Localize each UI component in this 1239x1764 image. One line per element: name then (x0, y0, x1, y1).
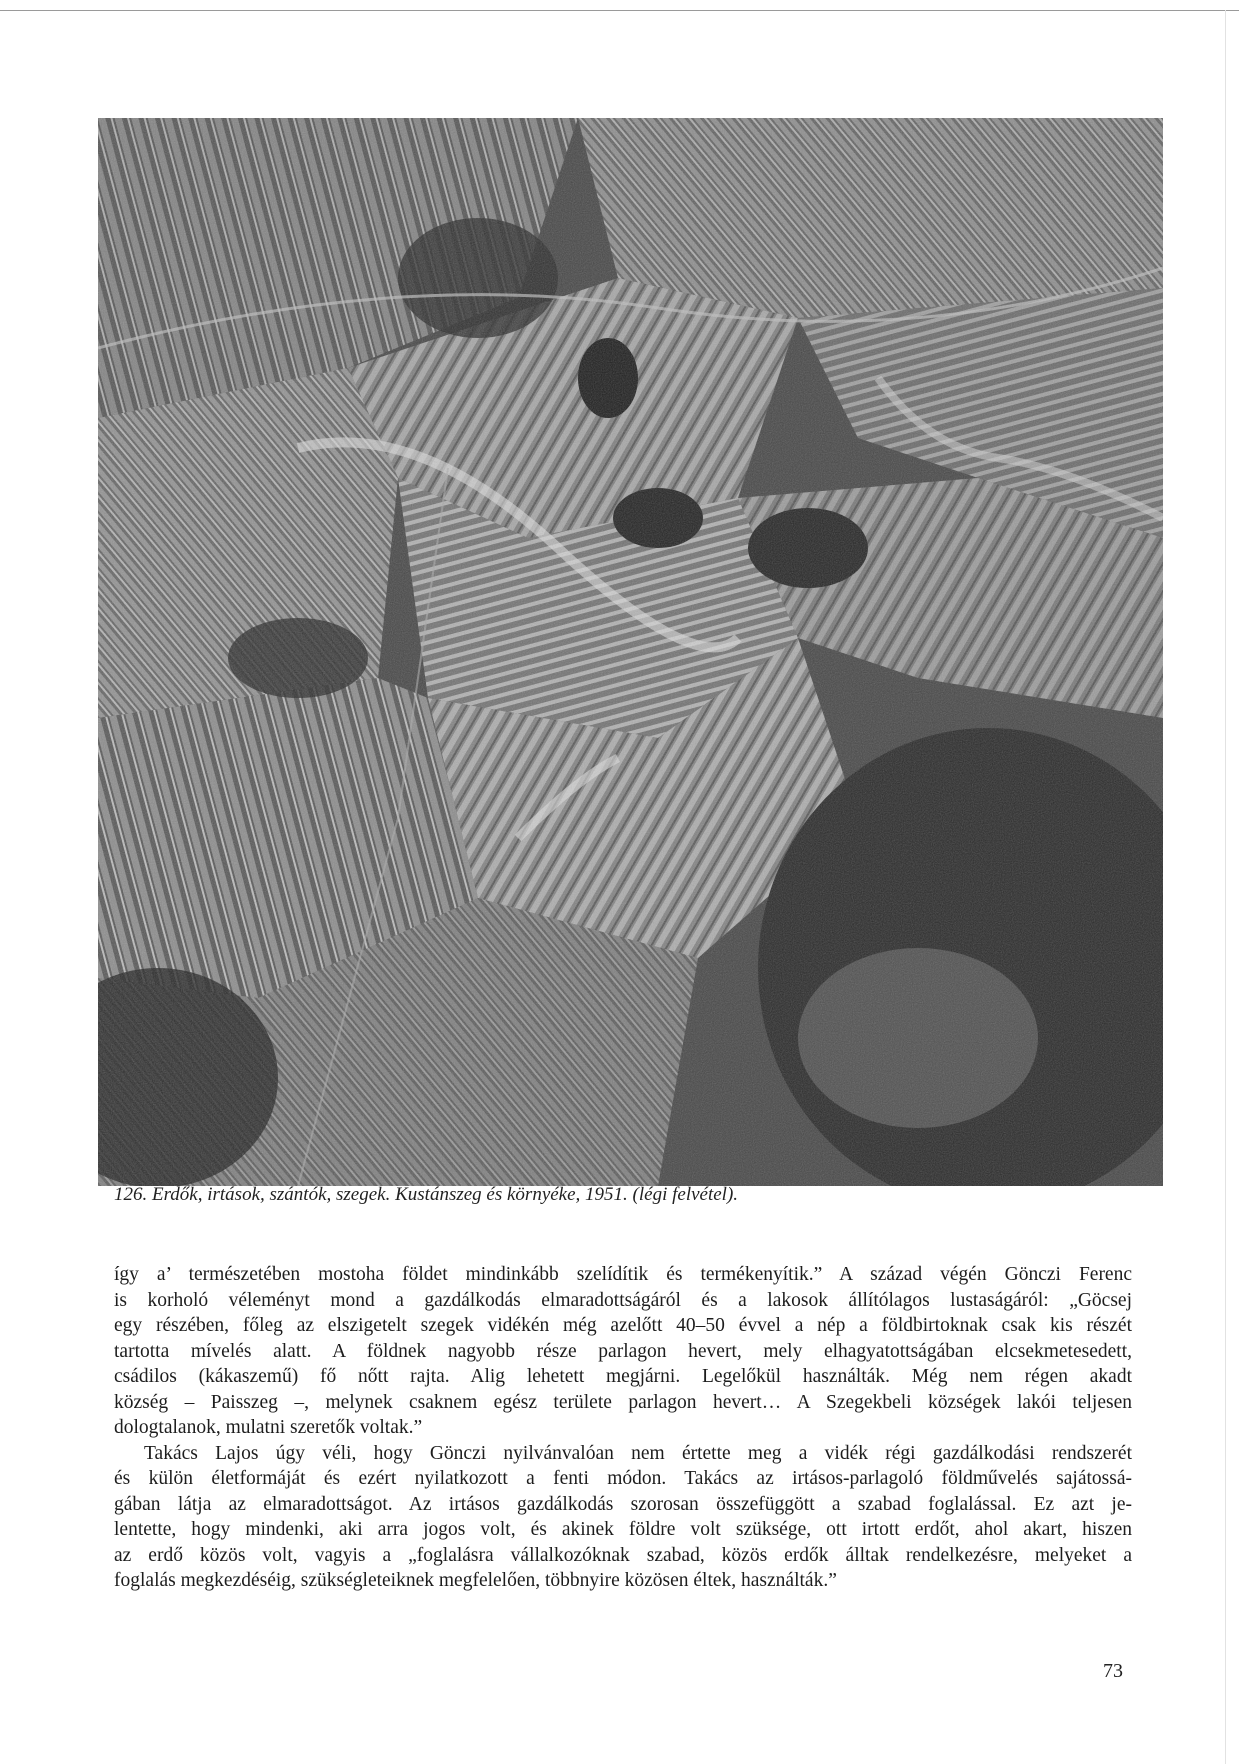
scan-edge-right (1225, 10, 1226, 1764)
text-line: lentette, hogy mindenki, aki arra jogos volt, és akinek földre volt szüksége, ott irtott erdőt, ahol akart, hiszen (114, 1519, 1132, 1540)
aerial-photograph (98, 118, 1163, 1186)
page-number: 73 (1103, 1660, 1123, 1682)
scan-edge-top (0, 10, 1239, 11)
text-line: csádilos (kákaszemű) fő nőtt rajta. Alig lehetett megjárni. Legelőkül használták. Még nem régen akadt (114, 1366, 1132, 1387)
text-line: egy részében, főleg az elszigetelt szegek vidékén még azelőtt 40–50 évvel a nép a földbirtoknak csak kis részét (114, 1315, 1132, 1336)
text-line: foglalás megkezdéséig, szükségleteiknek megfelelően, többnyire közösen éltek, használták.” (114, 1570, 837, 1591)
text-line: így a’ természetében mostoha földet mindinkább szelídítik és termékenyítik.” A század végén Gönczi Ferenc (114, 1264, 1132, 1285)
text-line: dologtalanok, mulatni szeretők voltak.” (114, 1417, 423, 1438)
text-line: község – Paisszeg –, melynek csaknem egész területe parlagon hevert… A Szegekbeli községek lakói teljesen (114, 1391, 1132, 1413)
figure-caption: 126. Erdők, irtások, szántók, szegek. Kustánszeg és környéke, 1951. (légi felvétel). (114, 1184, 739, 1205)
body-text (114, 1262, 1132, 1594)
text-line: az erdő közös volt, vagyis a „foglalásra vállalkozóknak szabad, közös erdők álltak rendelkezésre, melyeket a (114, 1544, 1132, 1566)
aerial-photo-image (98, 118, 1163, 1186)
paragraph-2 (114, 1441, 1132, 1594)
text-line: gában látja az elmaradottságot. Az irtásos gazdálkodás szorosan összefüggött a szabad foglalással. Ez azt je- (114, 1493, 1132, 1515)
text-line: tartotta mívelés alatt. A földnek nagyobb része parlagon hevert, mely elhagyatottságában elcsekmetesedett, (114, 1340, 1132, 1362)
text-line: is korholó véleményt mond a gazdálkodás elmaradottságáról és a lakosok állítólagos lustaságáról: „Göcsej (114, 1289, 1132, 1311)
paragraph-1 (114, 1262, 1132, 1441)
text-line: és külön életformáját és ezért nyilatkozott a fenti módon. Takács az irtásos-parlagoló földművelés sajátossá- (114, 1468, 1132, 1489)
text-line: Takács Lajos úgy véli, hogy Gönczi nyilvánvalóan nem értette meg a vidék régi gazdálkodási rendszerét (144, 1442, 1132, 1464)
